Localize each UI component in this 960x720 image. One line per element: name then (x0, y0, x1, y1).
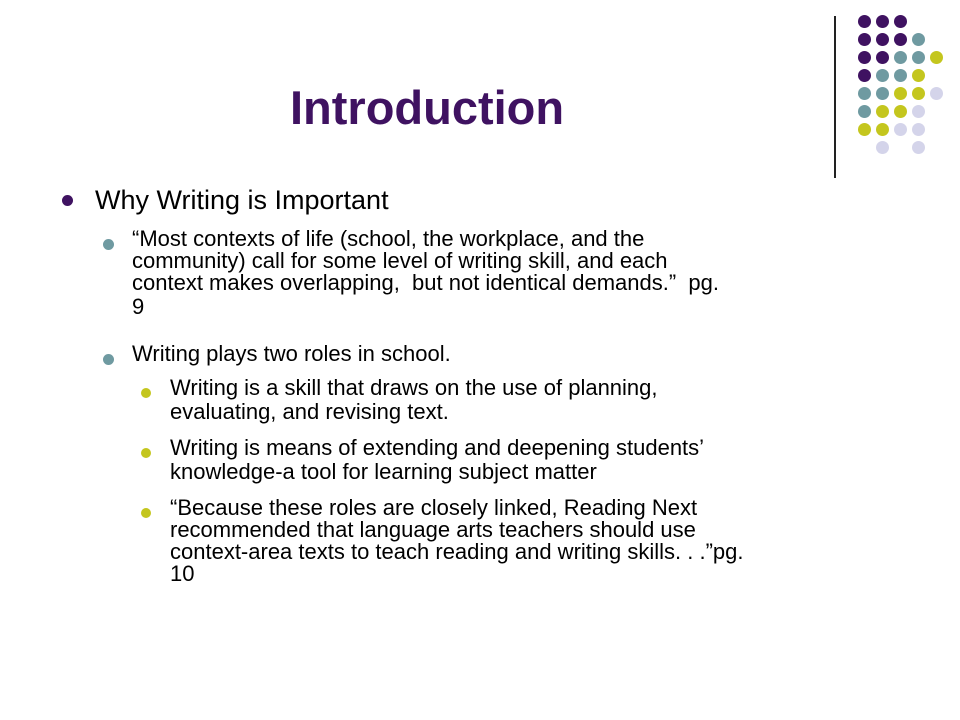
level3-item-line: knowledge-a tool for learning subject matter (170, 459, 597, 484)
level1-heading: Why Writing is Important (95, 185, 389, 215)
bullet-icon (141, 448, 151, 458)
level2-item-line: context makes overlapping, but not identical demands.” pg. (132, 270, 720, 295)
level2-item-line: Writing plays two roles in school. (132, 341, 451, 366)
bullet-icon (62, 195, 73, 206)
level3-item-line: Writing is means of extending and deepening students’ (170, 435, 705, 460)
level2-item-line: “Most contexts of life (school, the workplace, and the (132, 226, 645, 251)
bullet-icon (103, 354, 114, 365)
level3-item-line: 10 (170, 561, 195, 586)
level3-item-line: Writing is a skill that draws on the use of planning, (170, 375, 658, 400)
bullet-icon (141, 388, 151, 398)
level2-item-line: 9 (132, 294, 145, 319)
level3-item-line: recommended that language arts teachers should use (170, 517, 696, 542)
bullet-icon (141, 508, 151, 518)
level3-item-line: evaluating, and revising text. (170, 399, 449, 424)
slide-title: Introduction (290, 81, 565, 134)
level3-item-line: context-area texts to teach reading and writing skills. . .”pg. (170, 539, 744, 564)
bullet-icon (103, 239, 114, 250)
level2-item-line: community) call for some level of writing skill, and each (132, 248, 668, 273)
level3-item-line: “Because these roles are closely linked, Reading Next (170, 495, 698, 520)
